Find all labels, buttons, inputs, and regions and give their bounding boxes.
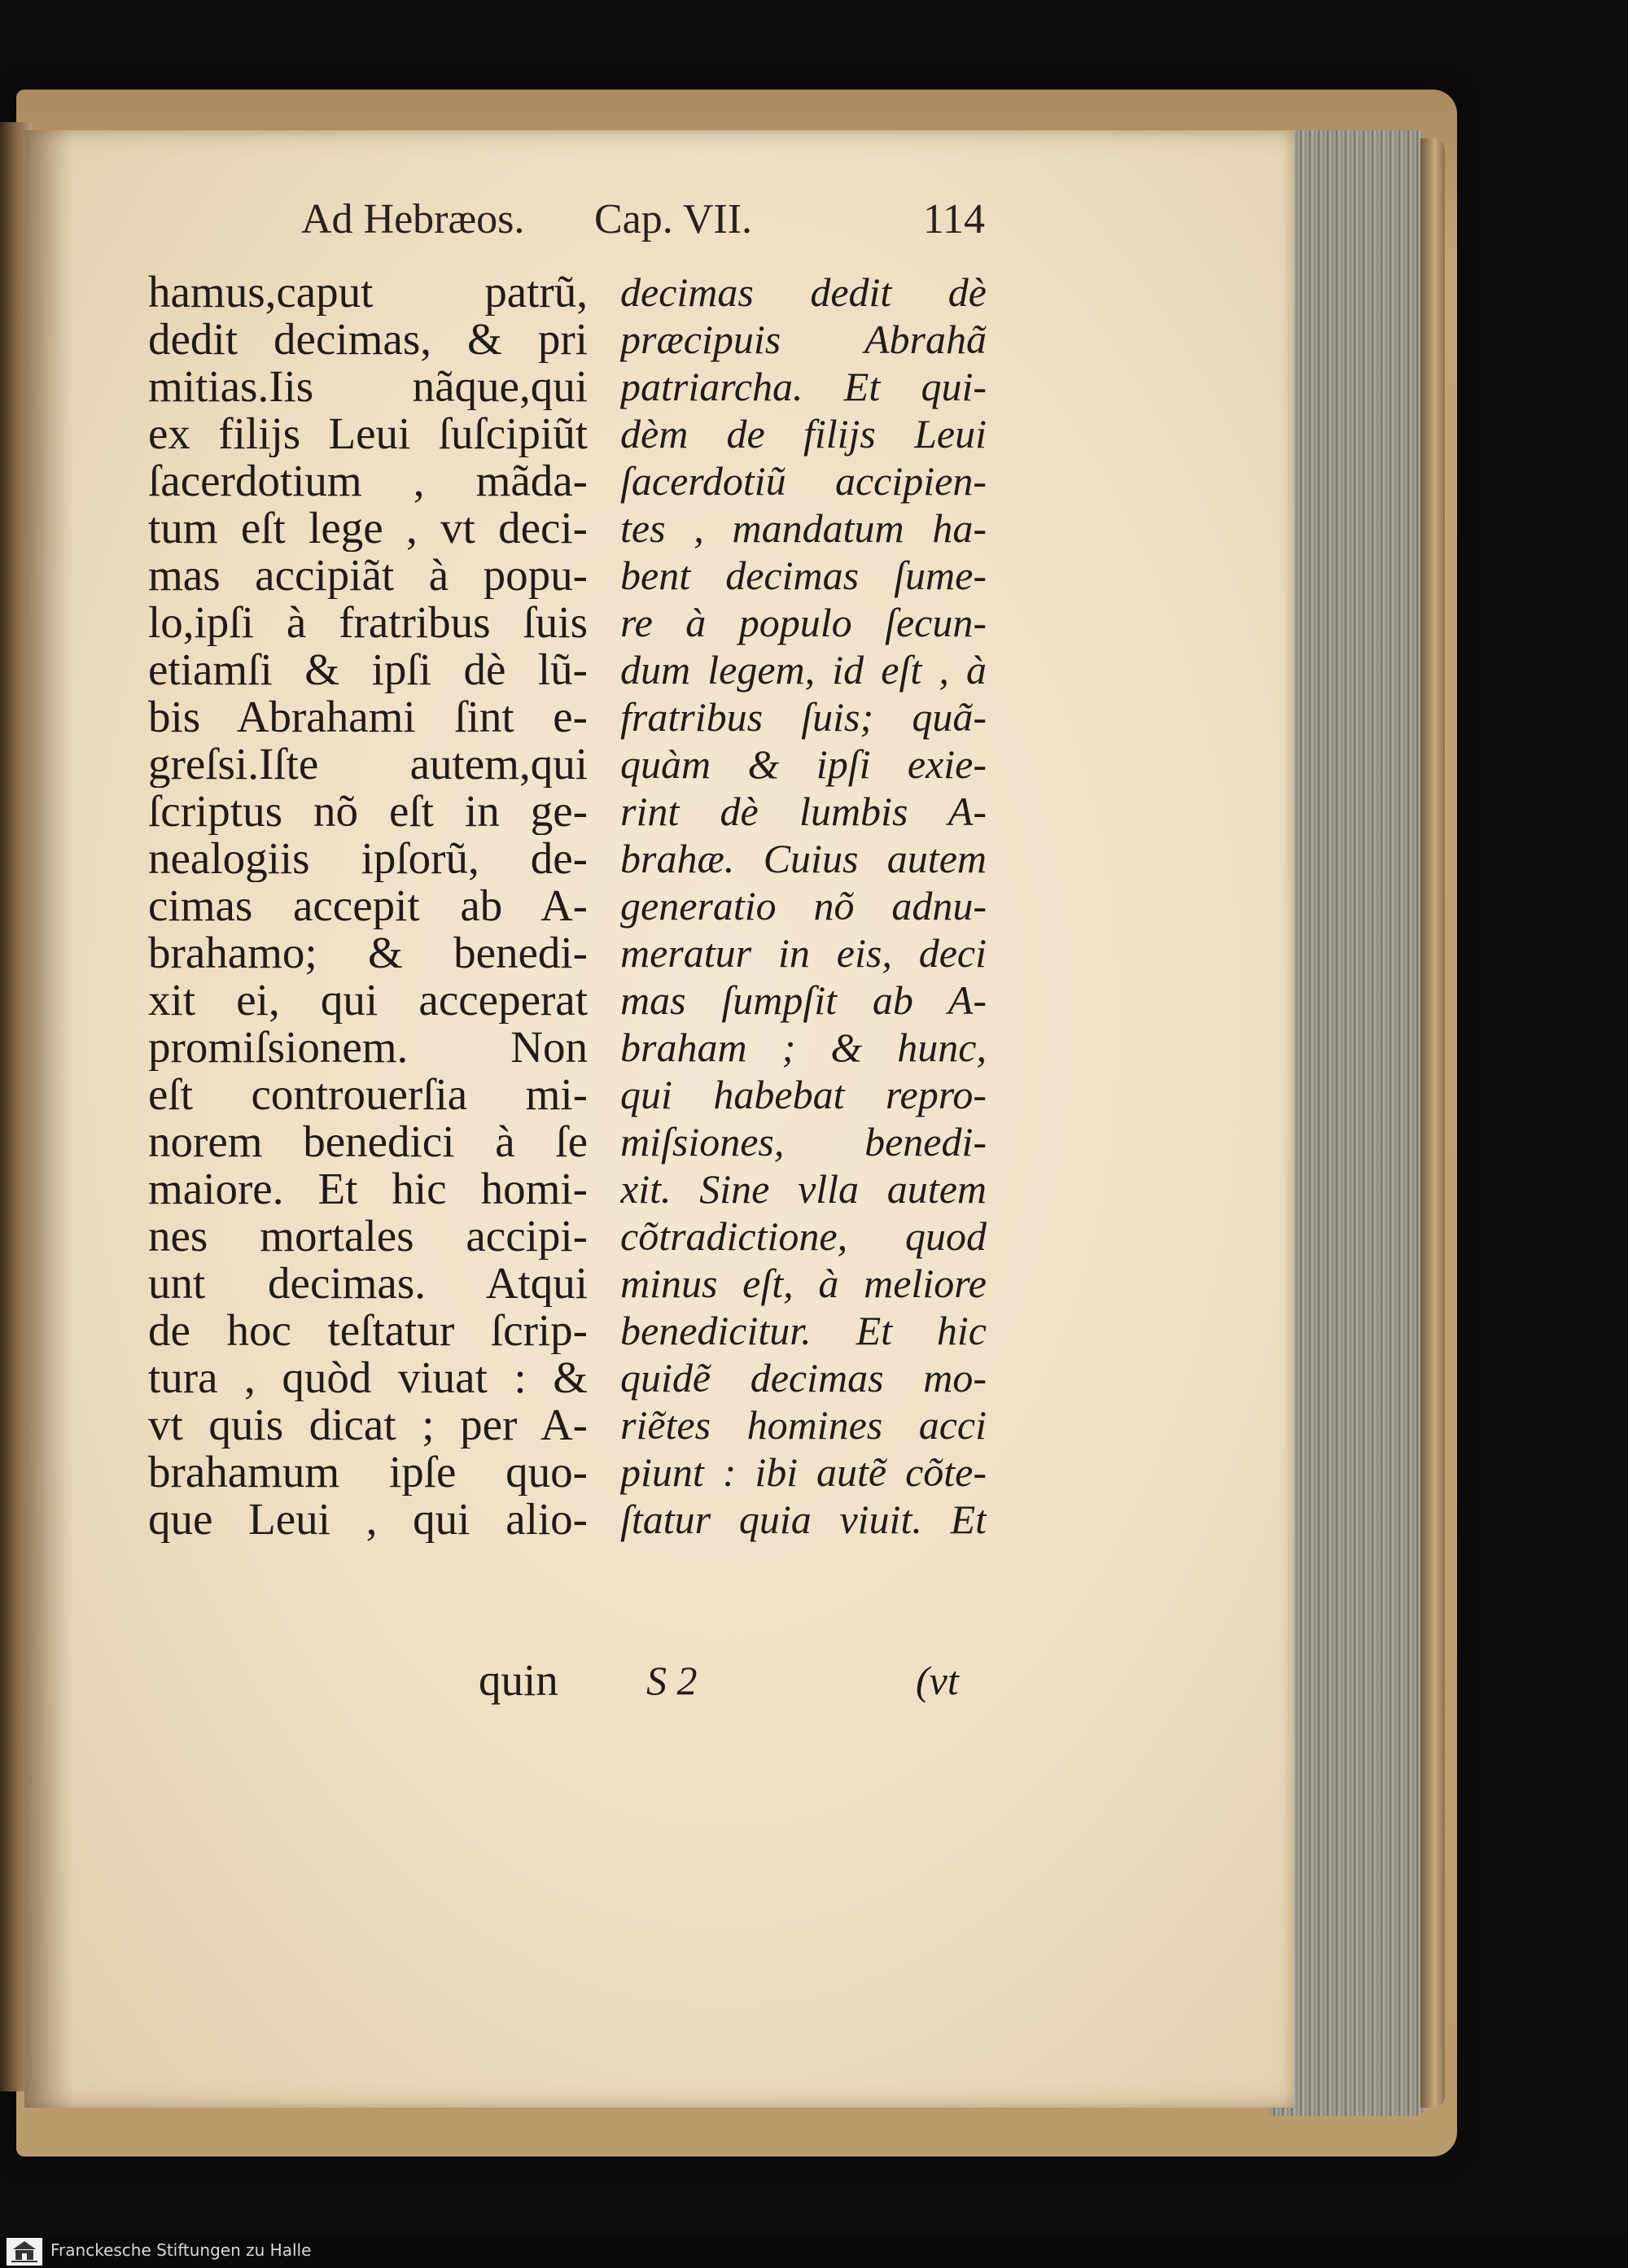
text-line: que Leui , qui alio- [148,1496,588,1543]
text-line: braham ; & hunc, [620,1025,987,1070]
gutter-shadow [24,130,73,2108]
page-number: 114 [922,196,985,243]
text-line: mas ſumpſit ab A- [620,977,987,1023]
text-line: nealogiis ipſorũ, de- [148,835,588,882]
header-chapter: Cap. VII. [594,196,753,243]
text-line: riẽtes homines acci [620,1402,987,1448]
text-line: lo,ipſi à fratribus ſuis [148,599,588,646]
text-line: brahamum ipſe quo- [148,1449,588,1496]
text-line: tum eſt lege , vt deci- [148,505,588,552]
catchword-right: (vt [916,1658,959,1703]
text-line: quàm & ipſi exie- [620,741,987,787]
text-line: xit. Sine vlla autem [620,1166,987,1212]
header-title: Ad Hebræos. [301,196,525,243]
latin-column-italic [620,269,987,1543]
text-line: quidẽ decimas mo- [620,1355,987,1401]
catchword-left: quin [479,1655,558,1705]
text-line: vt quis dicat ; per A- [148,1401,588,1449]
text-line: minus eſt, à meliore [620,1261,987,1306]
text-line: decimas dedit dè [620,269,987,315]
text-line: nes mortales accipi- [148,1213,588,1260]
text-line: eſt controuerſia mi- [148,1071,588,1118]
text-line: rint dè lumbis A- [620,789,987,834]
text-line: etiamſi & ipſi dè lũ- [148,646,588,693]
text-line: meratur in eis, deci [620,930,987,976]
institution-logo-icon [7,2238,42,2266]
text-line: tes , mandatum ha- [620,505,987,551]
text-line: dum legem, id eſt , à [620,647,987,693]
text-line: præcipuis Abrahã [620,317,987,362]
text-line: ſcriptus nõ eſt in ge- [148,788,588,835]
text-line: brahæ. Cuius autem [620,836,987,881]
text-line: benedicitur. Et hic [620,1308,987,1353]
text-line: patriarcha. Et qui- [620,364,987,409]
text-line: cimas accepit ab A- [148,882,588,929]
text-line: ſacerdotiũ accipien- [620,458,987,504]
text-line: xit ei, qui acceperat [148,977,588,1024]
text-line: cõtradictione, quod [620,1213,987,1259]
signature-mark: S 2 [646,1658,698,1703]
text-line: fratribus ſuis; quã- [620,694,987,740]
text-line: norem benedici à ſe [148,1118,588,1165]
text-line: unt decimas. Atqui [148,1260,588,1307]
text-line: hamus,caput patrũ, [148,269,588,316]
text-line: qui habebat repro- [620,1072,987,1117]
text-line: brahamo; & benedi- [148,929,588,977]
text-line: ſacerdotium , mãda- [148,457,588,505]
text-line: ſtatur quia viuit. Et [620,1497,987,1542]
text-line: mas accipiãt à popu- [148,552,588,599]
text-line: piunt : ibi autẽ cõte- [620,1449,987,1495]
text-line: ex filijs Leui ſuſcipiũt [148,410,588,457]
text-line: mitias.Iis nãque,qui [148,363,588,410]
text-line: promiſsionem. Non [148,1024,588,1071]
credit-text: Franckesche Stiftungen zu Halle [50,2240,312,2260]
cover-edge [1420,138,1445,2108]
text-line: generatio nõ adnu- [620,883,987,929]
running-header [301,195,985,260]
text-line: de hoc teſtatur ſcrip- [148,1307,588,1354]
text-line: dèm de filijs Leui [620,411,987,457]
text-line: maiore. Et hic homi- [148,1165,588,1213]
text-line: bis Abrahami ſint e- [148,693,588,741]
text-line: bent decimas ſume- [620,553,987,598]
text-line: re à populo ſecun- [620,600,987,645]
text-line: tura , quòd viuat : & [148,1354,588,1401]
latin-column-roman [148,269,588,1543]
text-line: greſsi.Iſte autem,qui [148,741,588,788]
text-line: miſsiones, benedi- [620,1119,987,1165]
text-line: dedit decimas, & pri [148,316,588,363]
